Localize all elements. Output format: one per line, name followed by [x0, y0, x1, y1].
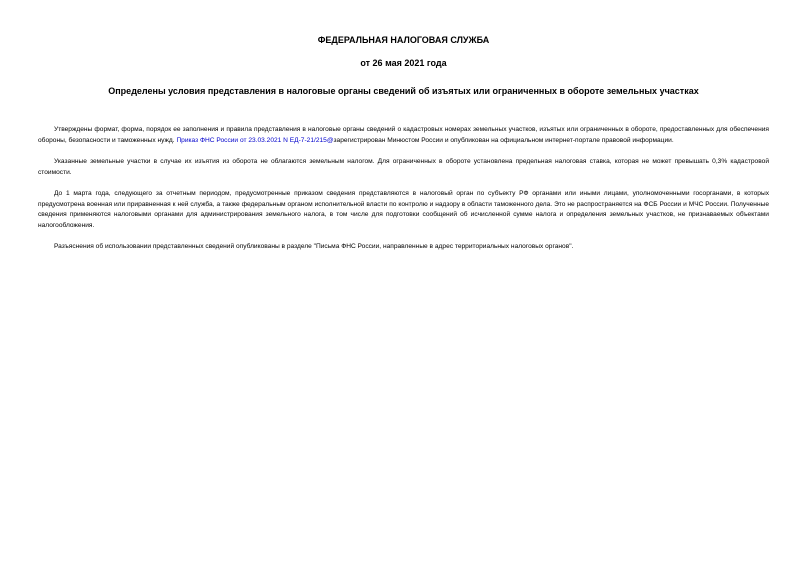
paragraph-4: Разъяснения об использовании представленных сведений опубликованы в разделе "Письма ФНС России, направленные в адрес территориальных налоговых органов".	[54, 243, 574, 250]
document-body	[38, 125, 769, 264]
paragraph-1-continuation: зарегистрирован Минюстом России и опубликован на официальном интернет-портале правовой информации.	[333, 136, 674, 144]
paragraph-1	[38, 125, 769, 146]
paragraph-2: Указанные земельные участки в случае их изъятия из оборота не облагаются земельным налогом. Для ограниченных в обороте установлена предельная налоговая ставка, которая не может превышать 0,3% кадастровой стоимости.	[38, 158, 769, 176]
document-date: от 26 мая 2021 года	[360, 58, 447, 68]
document-heading: Определены условия представления в налоговые органы сведений об изъятых или ограниченных в обороте земельных участках	[108, 86, 699, 96]
paragraph-3: До 1 марта года, следующего за отчетным периодом, предусмотренные приказом сведения представляются в налоговый орган по субъекту РФ органами или иными лицами, уполномоченными госорганами, в которых предусмотрена военная или приравненная к ней служба, а также федеральным органом исполнительной власти по контролю и надзору в области таможенного дела. Это не распространяется на ФСБ России и МЧС России. Полученные сведения применяются налоговыми органами для администрирования земельного налога, в том числе для подготовки сообщений об исчисленной сумме налога и определения земельных участков, не признаваемых объектами налогообложения.	[38, 190, 769, 229]
order-link[interactable]: Приказ ФНС России от 23.03.2021 N ЕД-7-21/215@	[176, 136, 334, 144]
paragraph-1-text: Утверждены формат, форма, порядок ее заполнения и правила представления в налоговые органы сведений о кадастровых номерах земельных участков, изъятых или ограниченных в обороте, предоставленных для обеспечения обороны, безопасности и таможенных нужд.	[38, 126, 769, 144]
organization-title: ФЕДЕРАЛЬНАЯ НАЛОГОВАЯ СЛУЖБА	[317, 35, 490, 45]
